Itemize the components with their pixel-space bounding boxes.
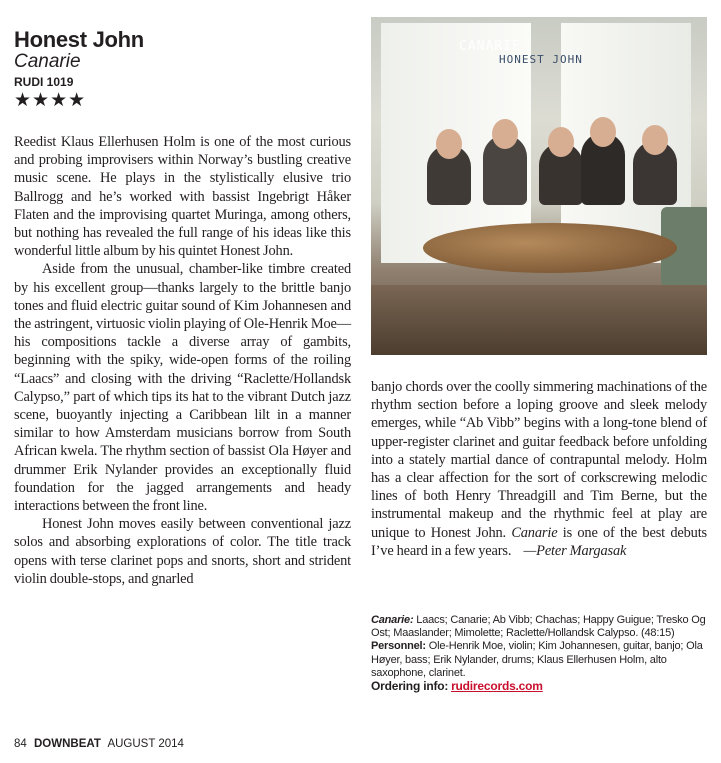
- paragraph-4: [371, 378, 707, 560]
- tracklist-text: Laacs; Canarie; Ab Vibb; Chachas; Happy Guigue; Tresko Og Ost; Maaslander; Mimolette; Raclette/Hollandsk Calypso. (48:15): [371, 614, 706, 640]
- ordering-info: [371, 680, 707, 694]
- personnel-label: Personnel:: [371, 640, 426, 653]
- tracklist-label: Canarie:: [371, 614, 414, 626]
- ordering-label: Ordering info:: [371, 679, 449, 694]
- magazine-name: DOWNBEAT: [34, 738, 101, 750]
- review-column-right: [371, 378, 707, 560]
- reviewer-byline: —Peter Margasak: [523, 542, 627, 559]
- paragraph-4-text-a: banjo chords over the coolly simmering machinations of the rhythm section before a loping groove and sleek melody emerges, while “Ab Vibb” begins with a long-tone blend of upper-register clarinet and guitar feedback before unfolding into a stately martial dance of contrapuntal melody. Holm has a clear affection for the sort of corkscrewing melodic lines of both Henry Threadgill and Tim Berne, but the instrumental makeup and the rhythmic feel at play are unique to Honest John.: [371, 379, 707, 541]
- review-column-left: [14, 133, 351, 588]
- album-mention: Canarie: [511, 524, 558, 541]
- album-cover: [371, 17, 707, 355]
- band-member-4-head: [590, 117, 616, 147]
- album-title: Canarie: [14, 51, 81, 72]
- paragraph-1: Reedist Klaus Ellerhusen Holm is one of the most curious and probing improvisers within Norway’s bustling creative music scene. He plays in the stylistically elusive trio Ballrogg and he’s worked with bassist Ingebrigt Håker Flaten and the improvising quartet Muringa, among others, but nothing has revealed the full range of his ideas like this wonderful little album by his quintet Honest John.: [14, 134, 351, 260]
- album-credits: [371, 614, 707, 694]
- paragraph-4-text-b: is one of the best debuts I’ve heard in a few years.: [371, 524, 707, 559]
- paragraph-2: Aside from the unusual, chamber-like timbre created by his excellent group—thanks largely to the brittle banjo tones and fluid electric guitar sound of Kim Johannesen and the astringent, virtuosic violin playing of Ole-Henrik Moe—his compositions tackle a diverse array of gambits, beginning with the spiky, wide-open forms of the roiling “Laacs” and closing with the driving “Raclette/Hollandsk Calypso,” part of which tips its hat to the vibrant Dutch jazz scene, buoyantly injecting a Caribbean lilt in a manner similar to how Amsterdam musicians borrow from South African kwela. The rhythm section of bassist Ola Høyer and drummer Erik Nylander provides an exceptionally fluid foundation for the jagged arrangements and heady interactions between the front line.: [14, 261, 351, 515]
- page-footer: [14, 737, 184, 751]
- paragraph-3: Honest John moves easily between conventional jazz solos and absorbing explorations of color. The title track opens with terse clarinet pops and snorts, short and strident violin double-stops, and gnarled: [14, 516, 351, 587]
- tracklist: [371, 614, 707, 640]
- cover-artist-text: HONEST JOHN: [499, 53, 583, 66]
- page-number: 84: [14, 738, 27, 750]
- band-member-1-head: [436, 129, 462, 159]
- ordering-link[interactable]: rudirecords.com: [451, 679, 543, 694]
- catalog-number: RUDI 1019: [14, 75, 74, 89]
- issue-date: AUGUST 2014: [107, 738, 184, 750]
- cover-title-text: CANARIE: [459, 39, 521, 54]
- personnel-text: Ole-Henrik Moe, violin; Kim Johannesen, guitar, banjo; Ola Høyer, bass; Erik Nylander, drums; Klaus Ellerhusen Holm, alto saxophone, clarinet.: [371, 640, 703, 679]
- cover-floor: [371, 285, 707, 355]
- star-rating: ★★★★: [14, 89, 87, 111]
- band-member-3-head: [548, 127, 574, 157]
- review-header: [14, 28, 354, 110]
- cover-table: [423, 223, 677, 273]
- band-member-2-head: [492, 119, 518, 149]
- band-member-5-head: [642, 125, 668, 155]
- personnel: [371, 640, 707, 680]
- artist-name: Honest John: [14, 27, 144, 52]
